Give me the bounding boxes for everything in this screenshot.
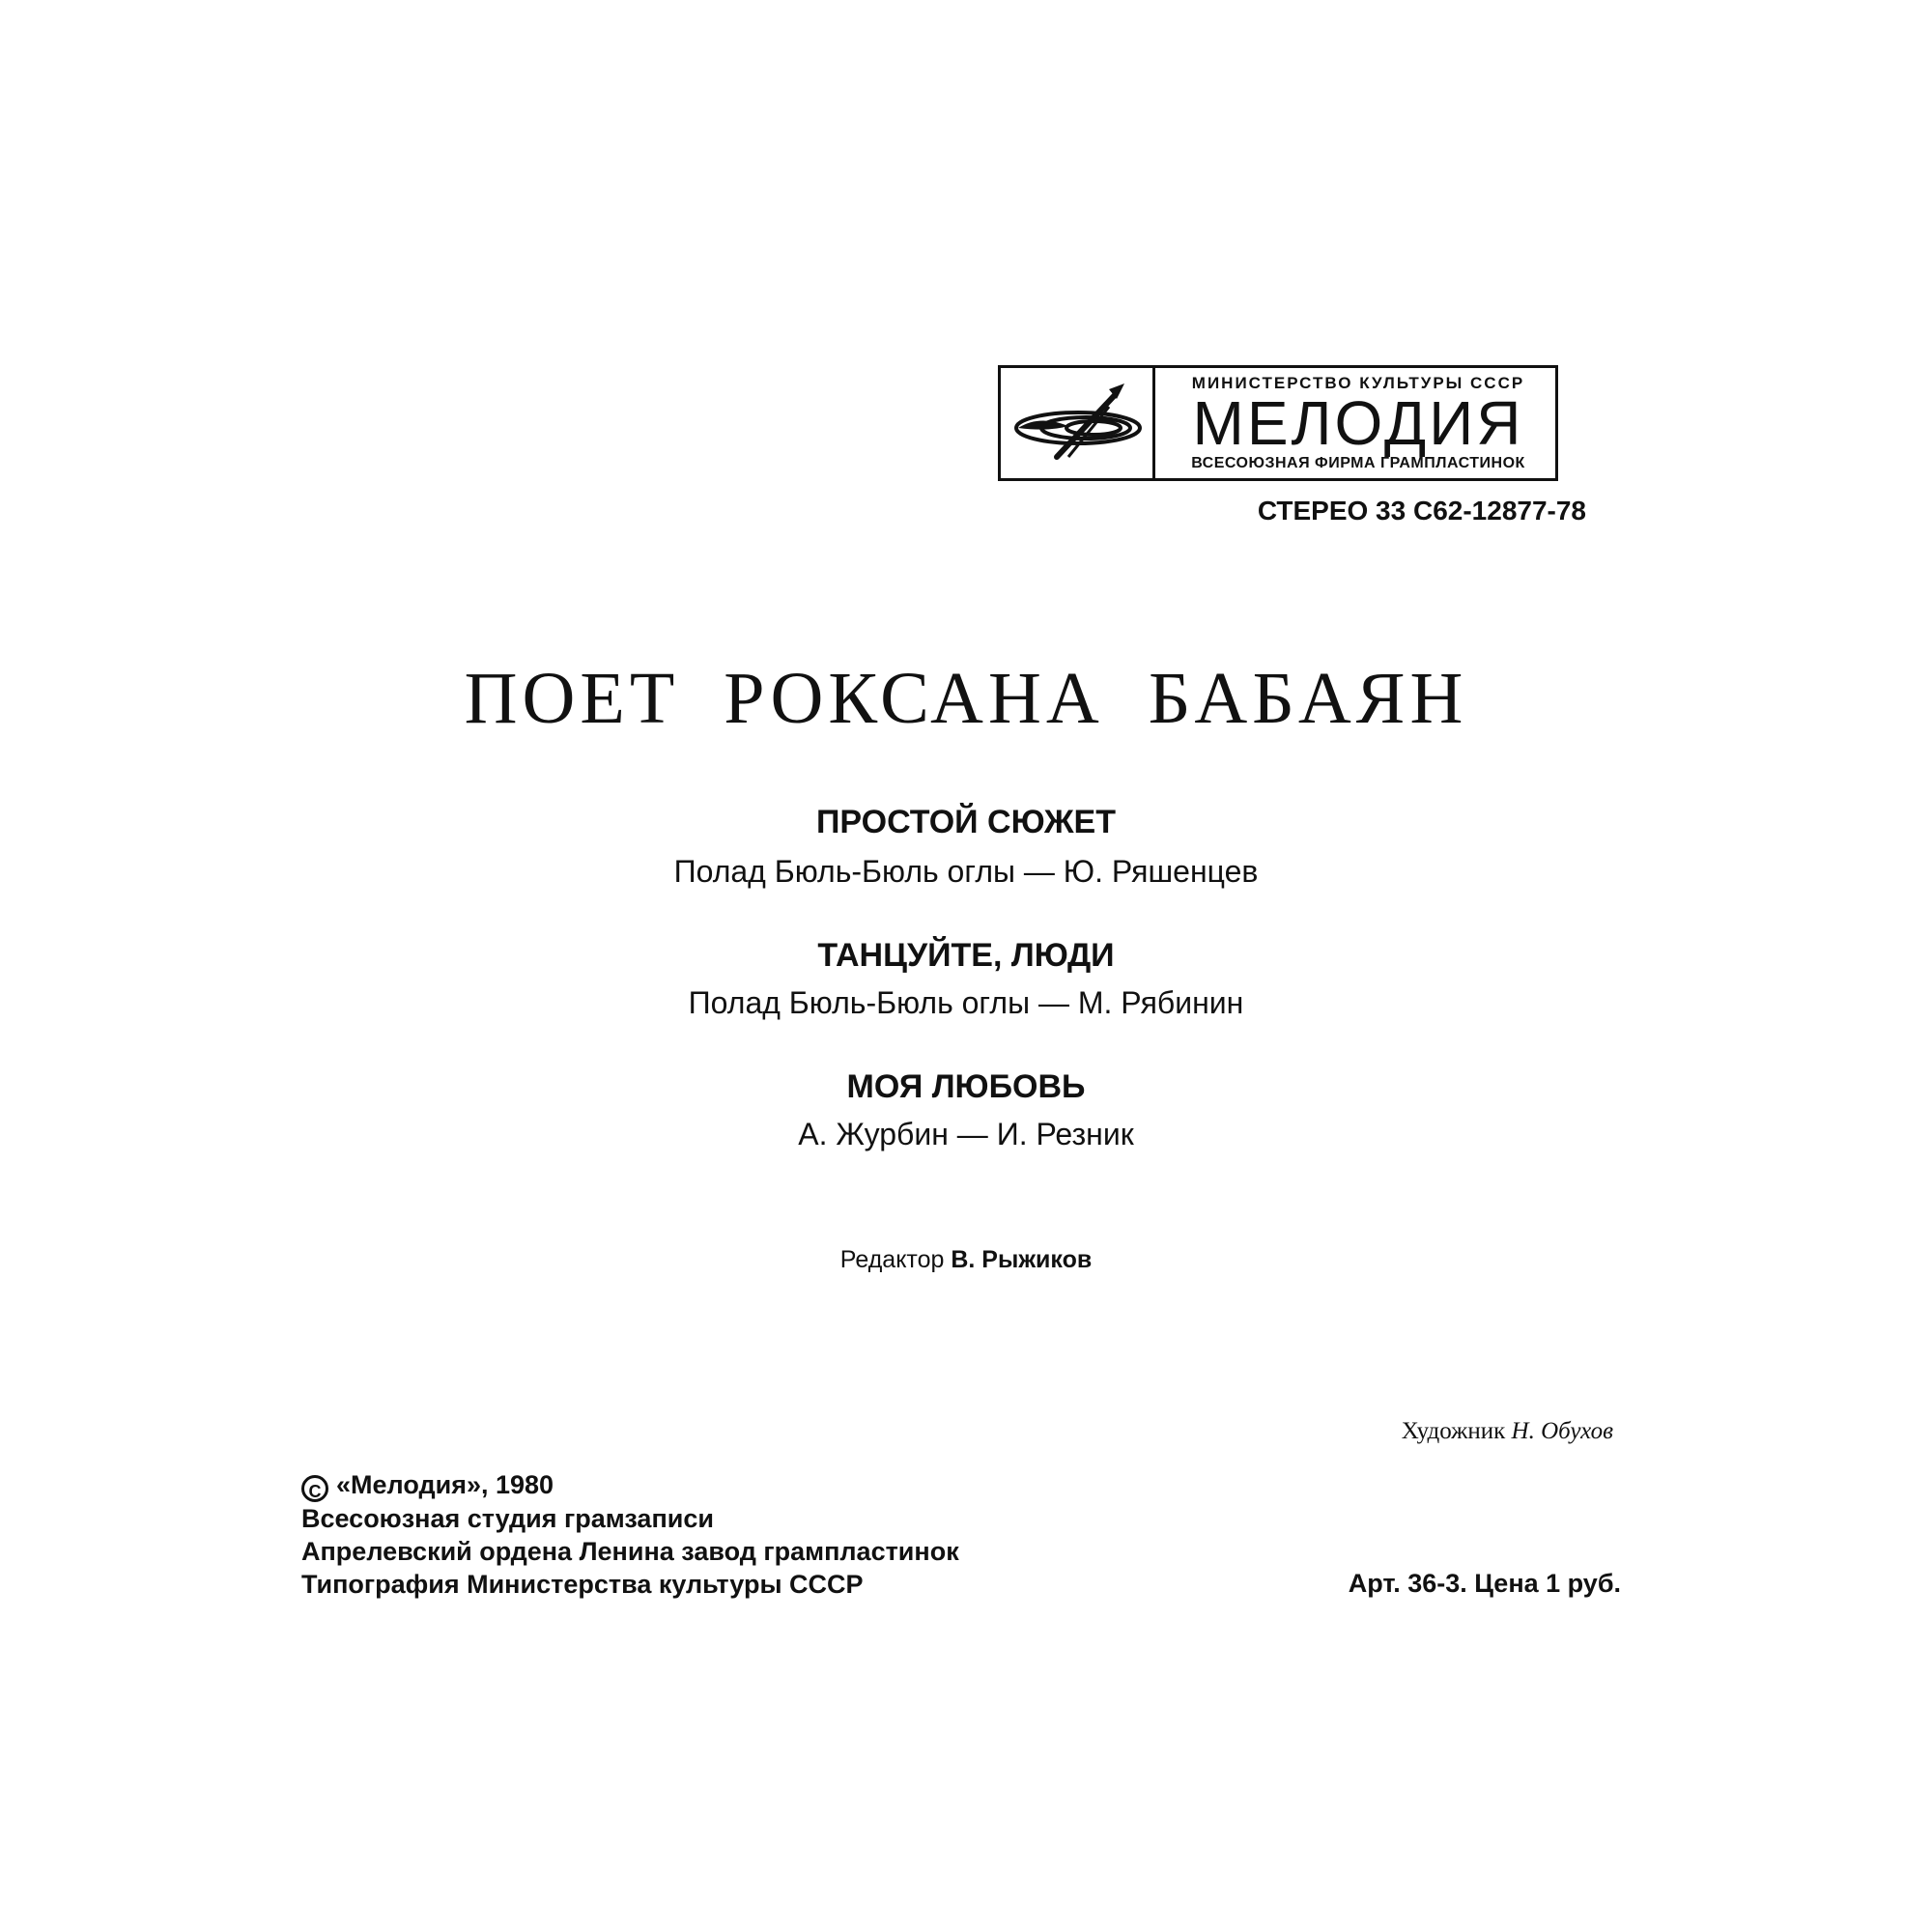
logo-text-block [1165, 368, 1551, 478]
copyright-icon: C [301, 1475, 328, 1502]
price-info: Арт. 36-3. Цена 1 руб. [1348, 1569, 1621, 1598]
artist-name: Н. Обухов [1511, 1418, 1613, 1444]
track-credit-1: Полад Бюль-Бюль оглы — Ю. Ряшенцев [673, 854, 1259, 889]
melodiya-emblem-icon [1001, 368, 1155, 478]
catalog-number: СТЕРЕО 33 С62-12877-78 [1257, 496, 1586, 526]
logo-ministry: МИНИСТЕРСТВО КУЛЬТУРЫ СССР [1191, 374, 1525, 392]
track-title-2: ТАНЦУЙТЕ, ЛЮДИ [817, 937, 1115, 974]
track-credit-3: А. Журбин — И. Резник [798, 1117, 1134, 1151]
logo-name: МЕЛОДИЯ [1192, 388, 1524, 458]
melodiya-logo [998, 365, 1558, 481]
logo-firm: ВСЕСОЮЗНАЯ ФИРМА ГРАМПЛАСТИНОК [1191, 455, 1525, 471]
editor-credit [0, 1246, 1932, 1274]
editor-name: В. Рыжиков [951, 1246, 1093, 1273]
track-title-1: ПРОСТОЙ СЮЖЕТ [815, 804, 1117, 840]
copyright-line [301, 1468, 959, 1502]
footer-line-studio: Всесоюзная студия грамзаписи [301, 1504, 714, 1533]
editor-label: Редактор [839, 1246, 945, 1273]
artist-label: Художник [1401, 1418, 1506, 1444]
footer-line-plant: Апрелевский ордена Ленина завод грампластинок [301, 1537, 959, 1566]
album-title: ПОЕТ РОКСАНА БАБАЯН [464, 658, 1468, 739]
footer-block [301, 1468, 959, 1601]
track-title-3: МОЯ ЛЮБОВЬ [846, 1068, 1086, 1105]
artist-credit [1402, 1418, 1613, 1445]
footer-line-printing: Типография Министерства культуры СССР [301, 1570, 864, 1599]
copyright-text: «Мелодия», 1980 [336, 1470, 554, 1499]
track-credit-2: Полад Бюль-Бюль оглы — М. Рябинин [688, 985, 1244, 1020]
